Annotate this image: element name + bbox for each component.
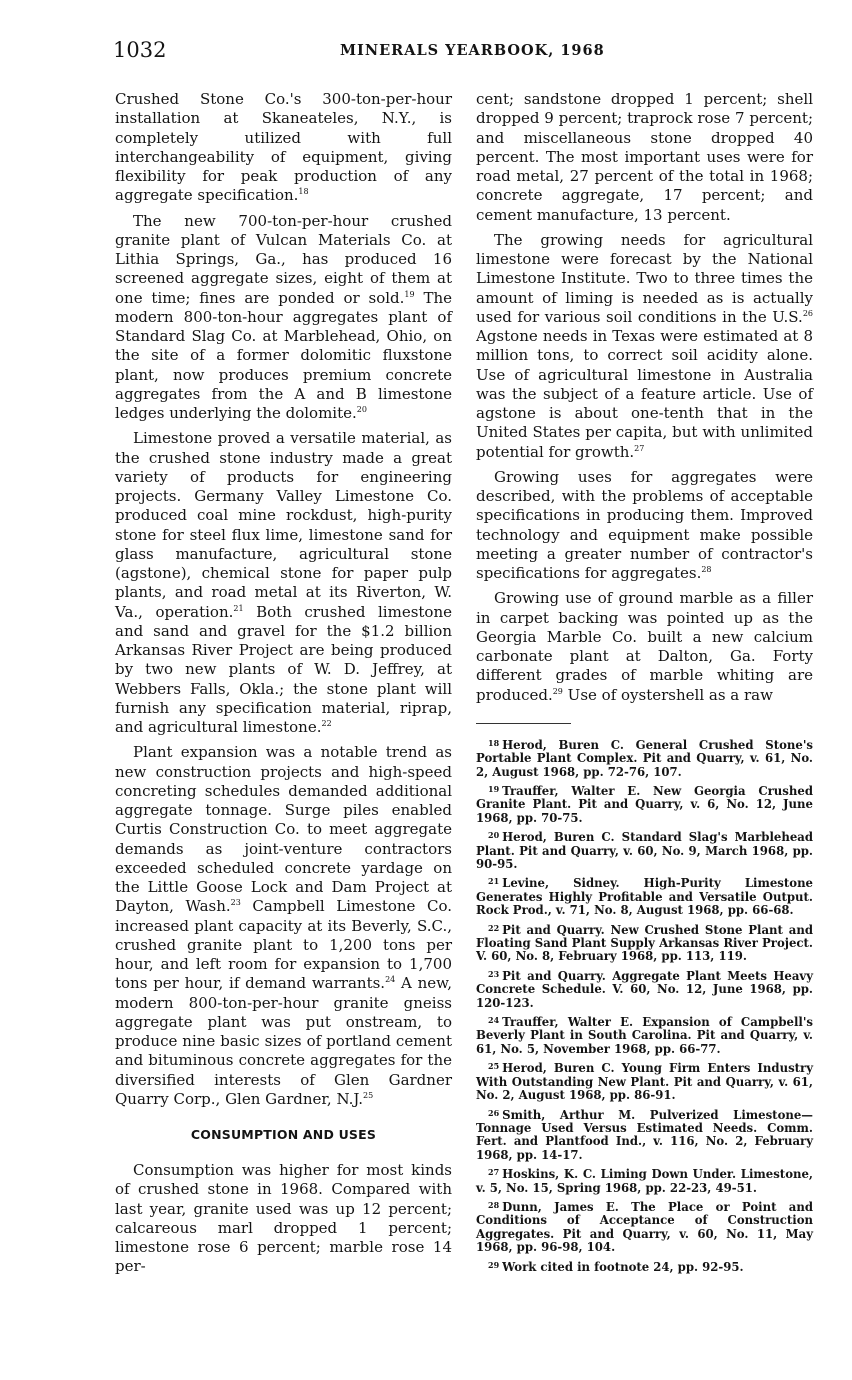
footnote-ref[interactable]: 28 [701,565,712,574]
footnote: $^{29}$ Work cited in footnote 24, pp. 92-95. [488,1259,744,1274]
paragraph: Crushed Stone Co.'s 300-ton-per-hour installation at Skaneateles, N.Y., is completely utilized with full interchangeability of equipment, giving flexibility for peak production of any aggregate specification.$^{18}$ [115,90,452,205]
paragraph: Growing uses for aggregates were described, with the problems of acceptable specifications in producing them. Improved technology and equipment make possible meeting a greater number of contractor's specifications for aggregates.$^{28}$ [476,467,813,582]
footnote-ref[interactable]: 18 [298,187,309,197]
page-number: 1032 [113,38,167,62]
footnote: $^{20}$ Herod, Buren C. Standard Slag's Marblehead Plant. Pit and Quarry, v. 60, No. 9, March 1968, pp. 90-95. [476,830,813,871]
footnote: $^{19}$ Trauffer, Walter E. New Georgia Crushed Granite Plant. Pit and Quarry, v. 6, No. 12, June 1968, pp. 70-75. [476,783,813,825]
footnote-ref[interactable]: 27 [634,443,645,453]
footnote-ref[interactable]: 22 [321,719,332,728]
paragraph: Growing use of ground marble as a filler in carpet backing was pointed up as the Georgia Marble Co. built a new calcium carbonate plant at Dalton, Ga. Forty different grades of marble whiting are produced.$^{29}$ Use of oystershell as a raw [476,589,813,704]
paragraph: Consumption was higher for most kinds of crushed stone in 1968. Compared with last year, granite used was up 12 percent; calcareous marl dropped 1 percent; limestone rose 6 percent; marble rose 14 per- [115,1161,452,1276]
footnote-ref[interactable]: 24 [385,975,396,985]
paragraph: Limestone proved a versatile material, as the crushed stone industry made a great variety of products for engineering projects. Germany Valley Limestone Co. produced coal mine rockdust, high-purity stone for steel flux lime, limestone sand for glass manufacture, agricultural stone (agstone), chemical stone for paper pulp plants, and road metal at its Riverton, W. Va., operation.$^{21}$ Both crushed limestone and sand and gravel for the $1.2 billion Arkansas River Project are being produced by two new plants of W. D. Jeffrey, at Webbers Falls, Okla.; the stone plant will furnish any specification material, riprap, and agricultural limestone.$^{22}$ [115,429,452,736]
footnote-ref[interactable]: 23 [230,898,241,908]
footnote-divider [476,723,571,724]
footnote: $^{23}$ Pit and Quarry. Aggregate Plant Meets Heavy Concrete Schedule. V. 60, No. 12, June 1968, pp. 120-123. [476,968,813,1010]
paragraph: Plant expansion was a notable trend as new construction projects and high-speed concreting schedules demanded additional aggregate tonnage. Surge piles enabled Curtis Construction Co. to meet aggregate demands as joint-venture contractors exceeded scheduled concrete yardage on the Little Goose Lock and Dam Project at Dayton, Wash.$^{23}$ Campbell Limestone Co. increased plant capacity at its Beverly, S.C., crushed granite plant to 1,200 tons per hour, and left room for expansion to 1,700 tons per hour, if demand warrants.$^{24}$ A new, modern 800-ton-per-hour granite gneiss aggregate plant was put onstream, to produce nine basic sizes of portland cement and bituminous concrete aggregates for the diversified interests of Glen Gardner Quarry Corp., Glen Gardner, N.J.$^{25}$ [115,743,452,1108]
footnote: $^{27}$ Hoskins, K. C. Liming Down Under. Limestone, v. 5, No. 15, Spring 1968, pp. 22-23, 49-51. [476,1167,813,1195]
paragraph: cent; sandstone dropped 1 percent; shell dropped 9 percent; traprock rose 7 percent; and miscellaneous stone dropped 40 percent. The most important uses were for road metal, 27 percent of the total in 1968; concrete aggregate, 17 percent; and cement manufacture, 13 percent. [476,90,813,224]
right-column [476,90,813,1278]
footnote-ref[interactable]: 29 [552,686,563,696]
footnotes [476,737,813,1274]
footnote: $^{28}$ Dunn, James E. The Place or Point and Conditions of Acceptance of Construction Aggregates. Pit and Quarry, v. 60, No. 11, May 1968, pp. 96-98, 104. [476,1199,813,1255]
footnote: $^{18}$ Herod, Buren C. General Crushed Stone's Portable Plant Complex. Pit and Quarry, v. 61, No. 2, August 1968, pp. 72-76, 107. [476,737,813,779]
footnote: $^{22}$ Pit and Quarry. New Crushed Stone Plant and Floating Sand Plant Supply Arkansas River Project. V. 60, No. 8, February 1968, pp. 113, 119. [476,922,813,964]
paragraph: The new 700-ton-per-hour crushed granite plant of Vulcan Materials Co. at Lithia Springs, Ga., has produced 16 screened aggregate sizes, eight of them at one time; fines are ponded or sold.$^{19}$ The modern 800-ton-hour aggregates plant of Standard Slag Co. at Marblehead, Ohio, on the site of a former dolomitic fluxstone plant, now produces premium concrete aggregates from the A and B limestone ledges underlying the dolomite.$^{20}$ [115,211,453,422]
footnote: $^{25}$ Herod, Buren C. Young Firm Enters Industry With Outstanding New Plant. Pit and Quarry, v. 61, No. 2, August 1968, pp. 86-91. [476,1061,813,1103]
footnote: $^{21}$ Levine, Sidney. High-Purity Limestone Generates Highly Profitable and Versatile Output. Rock Prod., v. 71, No. 8, August 1968, pp. 66-68. [476,876,813,918]
footnote-ref[interactable]: 21 [233,603,244,613]
running-head: MINERALS YEARBOOK, 1968 [340,42,605,59]
section-heading: CONSUMPTION AND USES [190,1127,377,1142]
footnote-ref[interactable]: 19 [404,289,415,299]
footnote: $^{24}$ Trauffer, Walter E. Expansion of Campbell's Beverly Plant in South Carolina. Pit and Quarry, v. 61, No. 5, November 1968, pp. 66-77. [476,1015,813,1056]
footnote: $^{26}$ Smith, Arthur M. Pulverized Limestone—Tonnage Used Versus Estimated Needs. Comm. Fert. and Plantfood Ind., v. 116, No. 2, February 1968, pp. 14-17. [476,1107,813,1162]
footnote-ref[interactable]: 20 [356,405,367,414]
footnote-ref[interactable]: 26 [802,308,813,318]
footnote-ref[interactable]: 25 [363,1090,374,1100]
left-column [115,90,452,1283]
paragraph: The growing needs for agricultural limestone were forecast by the National Limestone Institute. Two to three times the amount of liming is needed as is actually used for various soil conditions in the U.S.$^{26}$ Agstone needs in Texas were estimated at 8 million tons, to correct soil acidity alone. Use of agricultural limestone in Australia was the subject of a feature article. Use of agstone is about one-tenth that in the United States per capita, but with unlimited potential for growth.$^{27}$ [476,230,813,461]
